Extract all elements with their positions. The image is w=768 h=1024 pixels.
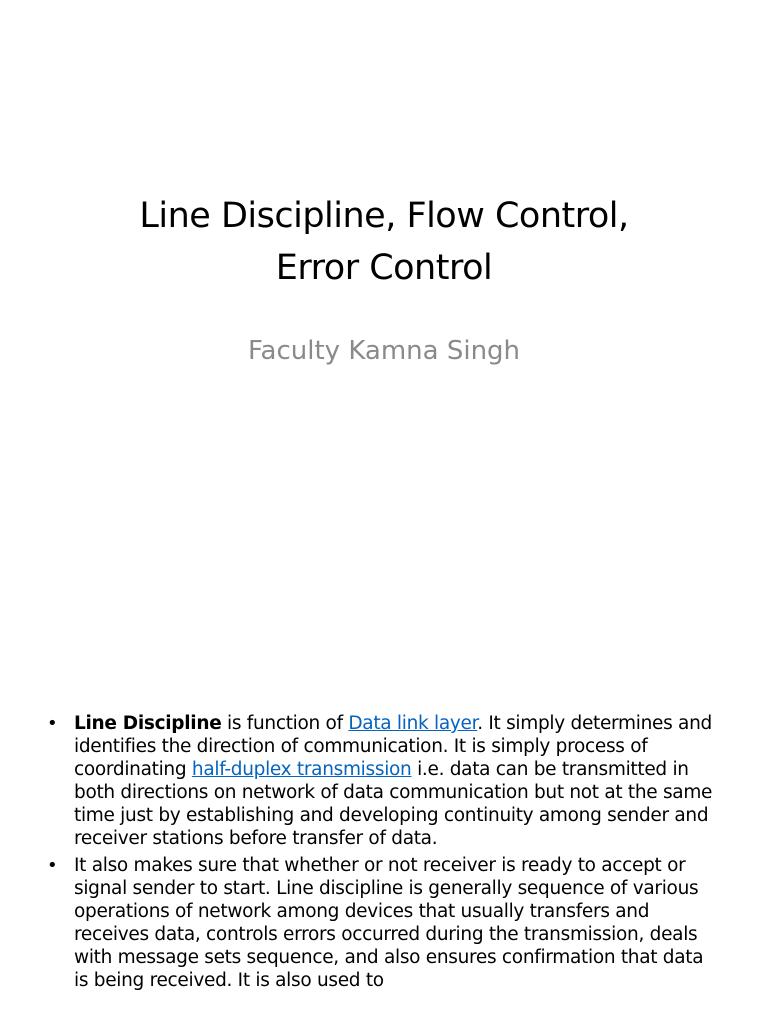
title-line-1: Line Discipline, Flow Control, (139, 196, 629, 236)
data-link-layer-link[interactable]: Data link layer (348, 713, 478, 734)
half-duplex-transmission-link[interactable]: half-duplex transmission (191, 759, 412, 780)
bullet-list (42, 712, 722, 996)
bullet-item-receiver-ready (42, 854, 722, 992)
bullet-text: . It simply determines and identifies the direction of communication. It is simply process of coordinating (74, 713, 712, 780)
bullet-text: i.e. data can be transmitted in both directions on network of data communication but not at the same time just by establishing and developing continuity among sender and receiver stations before transfer of data. (74, 759, 713, 849)
bullet-marker: • (47, 855, 58, 876)
bullet-text: is function of (221, 713, 349, 734)
title-line-2: Error Control (275, 248, 493, 288)
bold-term: Line Discipline (74, 713, 222, 734)
bullet-item-line-discipline (42, 712, 722, 850)
bullet-text: It also makes sure that whether or not receiver is ready to accept or signal sender to start. Line discipline is generally sequence of various operations of network among devices that usually transfers and receives data, controls errors occurred during the transmission, deals with message sets sequence, and also ensures confirmation that data is being received. It is also used to (74, 855, 704, 991)
slide-title (60, 190, 708, 294)
slide-subtitle: Faculty Kamna Singh (247, 336, 521, 366)
bullet-marker: • (47, 713, 58, 734)
